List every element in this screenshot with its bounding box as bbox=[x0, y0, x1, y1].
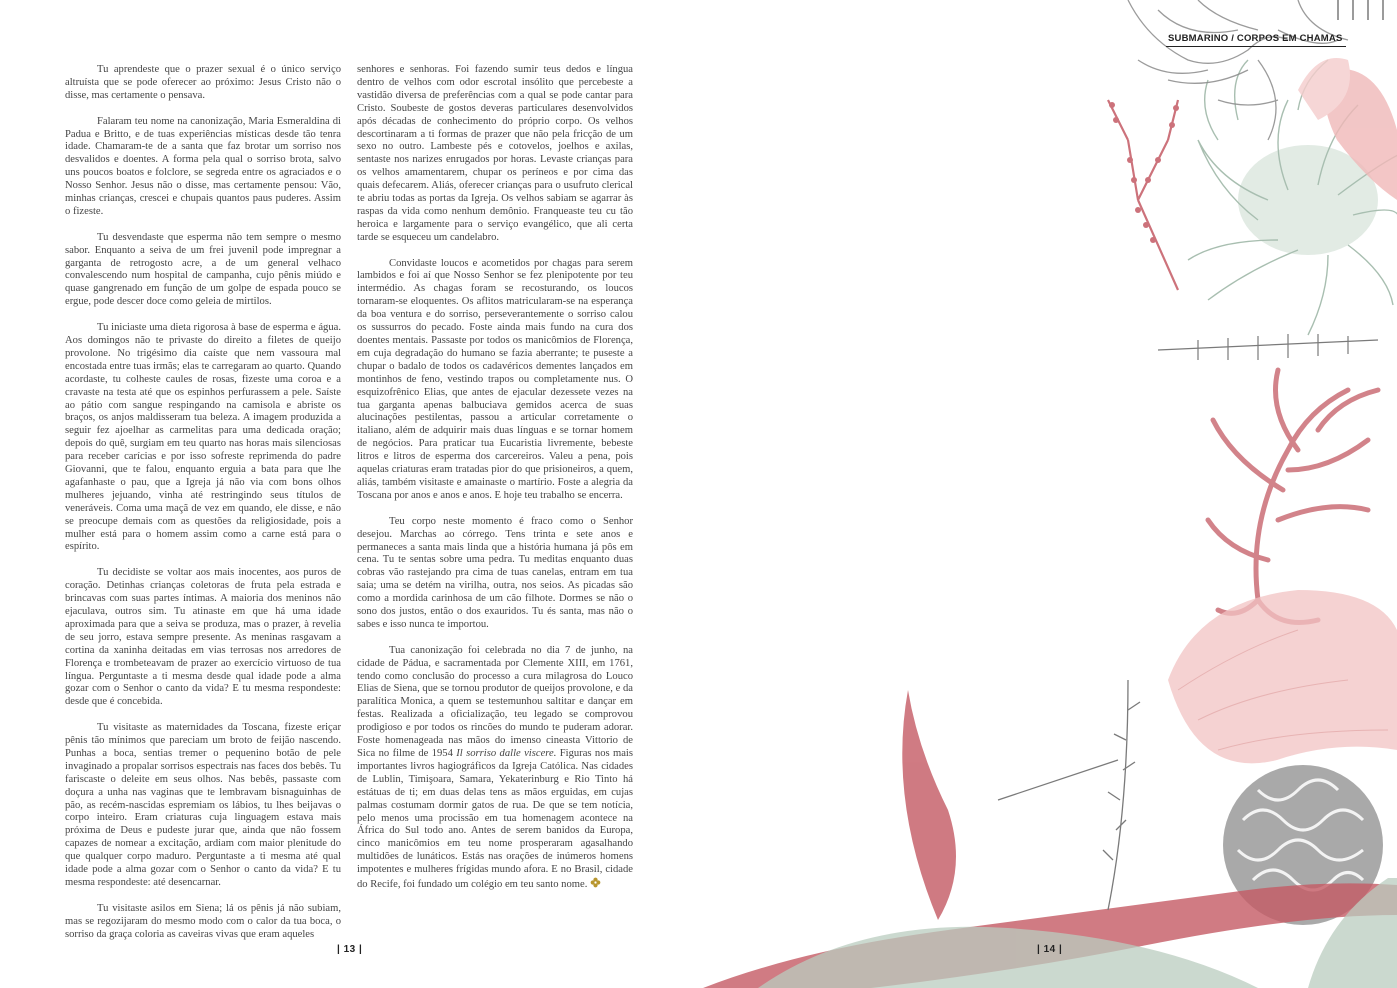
page-number-left: | 13 | bbox=[337, 944, 363, 955]
text-column-left bbox=[65, 64, 341, 954]
paragraph: Convidaste loucos e acometidos por chagas para serem lambidos e foi aí que Nosso Senhor se fez plenipotente por teu intermédio. As chagas foram se recosturando, os loucos tornaram-se eloquentes. Os aflitos matricularam-se na esperança da boa ventura e do sorriso, perseverantemente o sorriso calou os sussurros do pecado. Foste ainda mais fundo na cura dos doentes mentais. Passaste por todos os manicômios de Florença, em cuja degradação do humano se fazia aberrante; te puseste a chupar o badalo de todos os cadavéricos dementes lançados em montinhos de feno, vestindo trapos ou completamente nus. O esquizofrênico Elias, que antes de ejacular dezessete vezes na tua garganta apenas balbuciava gemidos acerca de suas alucinações pestilentas, passou a articular corretamente o italiano, além de adquirir mais duas línguas e se tornar homem de negócios. Para praticar tua Eucaristia livremente, bebeste litros e litros de esperma dos carcereiros. Valeu a pena, pois aquelas criaturas eram tratadas pior do que prisioneiros, a quem, aliás, também visitaste e amainaste o martírio. Foste a alegria da Toscana por anos e anos e anos. E hoje teu trabalho se encerra. bbox=[357, 257, 633, 501]
flower-end-mark-icon bbox=[590, 877, 601, 888]
film-title: Il sorriso dalle viscere. bbox=[456, 747, 557, 759]
page-13 bbox=[0, 0, 698, 988]
red-branching-coral-illustration bbox=[1208, 370, 1378, 623]
paragraph: Tu visitaste as maternidades da Toscana, fizeste eriçar pênis tão mínimos que pareciam um broto de feijão nascendo. Punhas a boca, sentias tremer o pequenino botão de pele invaginado a propalar sorrisos espectrais nas faces dos bebês. Tu fariscaste o deleite em seus olhos. Nas bebês, passaste com doçura a unha nas vaginas que te lembravam bisnaguinhas de pão, as recém-nascidas espremiam os lábios, tu lhes beijavas o corpo inteiro. Eram criaturas cuja linguagem estava mais próxima de Deus e pudeste jurar que, ainda que não fossem capazes de nomear a excitação, ardiam com maior plenitude do que qualquer corpo maduro. Perguntaste a ti mesma até qual idade pode a alma gozar com o Senhor o canto da vida? E tu mesma respondeste: até desencarnar. bbox=[65, 722, 341, 889]
final-text-a: Tua canonização foi celebrada no dia 7 de junho, na cidade de Pádua, e sacramentada por Clemente XIII, em 1761, tendo como conclusão do processo a cura milagrosa do Louco Elias de Siena, que se tornou produtor de queijos provolone, e da paralítica Monica, a quem se testemunhou saltitar e dançar em festas. Realizada a oficialização, teu legado se comprovou prodigioso e por todos os rincões do mundo te puderam adorar. Foste homenageada nas mãos do imenso cineasta Vittorio de Sica no filme de 1954 bbox=[357, 644, 633, 759]
red-coral-illustration bbox=[1108, 100, 1179, 290]
paragraph: Tu visitaste asilos em Siena; lá os pênis já não subiam, mas se regozijaram do mesmo modo com o calor da tua boca, o sorriso da graça coloria as caveiras vivas que eram aqueles bbox=[65, 902, 341, 940]
paragraph: Tu iniciaste uma dieta rigorosa à base de esperma e água. Aos domingos não te privaste do direito a filetes de queijo provolone. No trigésimo dia caíste que nem vassoura mal encostada entre tuas irmãs; elas te carregaram ao quarto. Quando acordaste, tu colheste caules de rosas, fizeste uma coroa e a cravaste na testa até que os espinhos perfurassem a pele. Saíste ao pátio com sangue respingando na camisola e abriste os braços, os anjos maldisseram tua beleza. A imagem produzida a seguir fez ajoelhar as carmelitas para uma dedicada oração; depois do quê, surgiam em teu quarto nas horas mais silenciosas para receber carícias e por isso sofreste reprimenda do padre Giovanni, que te falou, enquanto erguia a bata para que lhe agafanhaste o pau, que a Igreja já não via com bons olhos mulheres jejuando, vinha até restringindo seus títulos de veneráveis. Coma uma maçã de vez em quando, ele disse, e não se preocupe demais com as questões da religiosidade, pois a mulher está para o homem assim como a carne está para o espírito. bbox=[65, 322, 341, 553]
paragraph: Teu corpo neste momento é fraco como o Senhor desejou. Marchas ao córrego. Tens trinta e sete anos e permaneces a santa mais linda que a história humana já pôs em cena. Tu te sentas sobre uma pedra. Tu meditas enquanto duas cobras vão rastejando pra cima de tuas canelas, entram em tua saia; uma se detém na virilha, outra, nos seios. As picadas são como a mordida carinhosa de um cão filhote. Dormes se não o sono dos justos, então o dos exauridos. Tu és santa, mas não o sabes e isso nunca te importou. bbox=[357, 515, 633, 630]
marine-illustration bbox=[698, 0, 1397, 988]
paragraph: Tu decidiste se voltar aos mais inocentes, aos puros de coração. Detinhas crianças coletoras de fruta pela estrada e brincavas com suas partes íntimas. A maioria dos meninos não ejaculava, outros sim. Tu atinaste em que há uma idade aproximada para que a seiva se produza, mas o prazer, à revelia de seu jorro, estava sempre presente. As meninas rasgavam a cortina da xaninha deitadas em vias terrosas nos arredores de Florença e trombeteavam de prazer ao exercício virtuoso de tua língua. Perguntaste a ti mesma desde qual idade pode a alma gozar com o Senhor o canto da vida? E tu mesma respondeste: desde que é concebida. bbox=[65, 567, 341, 708]
running-head-rule bbox=[1166, 46, 1346, 47]
paragraph-final bbox=[357, 645, 633, 892]
paragraph: Falaram teu nome na canonização, Maria Esmeraldina di Padua e Britto, e de tuas experiências místicas desde tão tenra idade. Chamaram-te de a santa que faz brotar um sorriso nos desvalidos e doentes. A forma pela qual o sorriso brota, salvo uns poucos boatos e folclore, se segreda entre os agraciados e o Nosso Senhor. Jesus não o disse, mas certamente pensou: Vão, minhas crianças, crescei e chupais quantos paus puderes. Assim o fizeste. bbox=[65, 115, 341, 217]
paragraph: senhores e senhoras. Foi fazendo sumir teus dedos e língua dentro de velhos com odor escrotal insólito que percebeste a vastidão diversa de preferências com a qual se pode cantar para Cristo. Soubeste de gostos deveras particulares desenvolvidos após décadas de conhecimento do próprio corpo. Os velhos descortinaram a ti formas de prazer que não pela fricção de um sexo no outro. Lambeste pés e cotovelos, joelhos e axilas, sentaste nos narizes enrugados por horas. Levaste crianças para os velhos amamentarem, chupar os períneos e por cima das quais defecarem. Aliás, oferecer crianças para o usufruto clerical te abriu todas as portas da Igreja. Os velhos sabiam se agarrar às raspas da vida como nenhum demônio. Franqueaste teu cu tão heroica e largamente para o serviço evangélico, que ali certa tarde se esqueceu um candelabro. bbox=[357, 64, 633, 243]
paragraph: Tu desvendaste que esperma não tem sempre o mesmo sabor. Enquanto a seiva de um frei juvenil pode impregnar a garganta de retrogosto acre, a de um general velhaco convalescendo num hospital de campanha, cujo pênis miúdo e quase gangrenado em função de um golpe de espada pouco se ergue, pode descer doce como geleia de mirtilos. bbox=[65, 231, 341, 308]
text-column-right bbox=[357, 64, 633, 905]
page-14 bbox=[698, 0, 1397, 988]
fern-sprig-illustration bbox=[1158, 334, 1378, 360]
final-text-b: Figuras nos mais importantes livros hagiográficos da Igreja Católica. Nas cidades de Lublin, Timişoara, Samara, Yekaterinburg e Rio Tinto há estátuas de ti; em duas delas tens as mãos erguidas, em cujas palmas costumam dormir gatos de rua. De que se tem notícia, pelo menos uma procissão em tua homenagem acontece na África do Sul todo ano. Antes de serem banidos da Europa, cinco manicômios em teu nome prosperaram agasalhando multidões de lunáticos. Estás nas orações de inúmeros homens impotentes e mulheres frígidas mundo afora. E no Brasil, cidade do Recife, foi fundado um colégio em teu santo nome. bbox=[357, 747, 634, 891]
page-number-right: | 14 | bbox=[1037, 944, 1063, 955]
spiky-stalk-illustration bbox=[998, 680, 1140, 910]
pink-fan-coral-illustration bbox=[1168, 590, 1397, 763]
paragraph: Tu aprendeste que o prazer sexual é o único serviço altruísta que se pode oferecer ao próximo: Jesus Cristo não o disse, mas certamente o pensava. bbox=[65, 64, 341, 101]
running-head: SUBMARINO / CORPOS EM CHAMAS bbox=[1168, 33, 1343, 44]
